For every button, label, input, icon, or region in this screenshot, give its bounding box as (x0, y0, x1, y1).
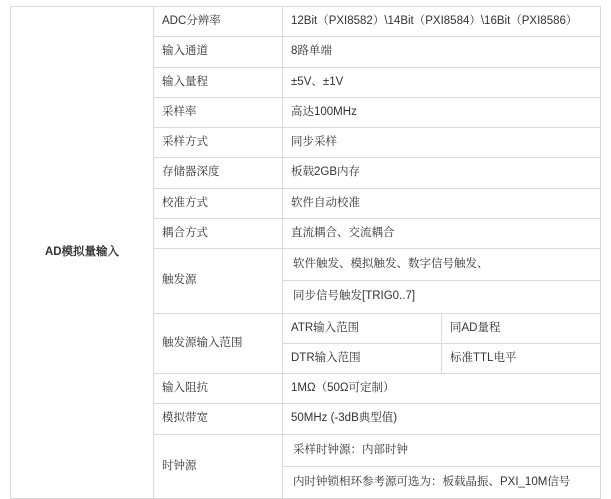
value-calibration-mode: 软件自动校准 (283, 188, 601, 218)
label-dtr-input-range: DTR输入范围 (283, 343, 442, 373)
value-clock-source (283, 434, 601, 499)
value-adc-resolution: 12Bit（PXI8582）\14Bit（PXI8584）\16Bit（PXI8586） (283, 7, 601, 37)
label-analog-bandwidth: 模拟带宽 (154, 404, 283, 434)
ad-analog-input-spec-table (10, 6, 601, 499)
trigger-source-line-2: 同步信号触发[TRIG0..7] (293, 290, 416, 303)
row-header-ad-analog-input: AD模拟量输入 (11, 7, 154, 499)
label-atr-input-range: ATR输入范围 (283, 313, 442, 343)
clock-source-line-2: 内时钟锁相环参考源可选为：板载晶振、PXI_10M信号 (293, 475, 571, 488)
value-sample-rate: 高达100MHz (283, 97, 601, 127)
label-trigger-input-range: 触发源输入范围 (154, 313, 283, 374)
value-dtr-input-range: 标准TTL电平 (442, 343, 601, 373)
trigger-source-line-1: 软件触发、模拟触发、数字信号触发、 (283, 249, 600, 281)
label-clock-source: 时钟源 (154, 434, 283, 499)
table-row (11, 7, 601, 37)
label-memory-depth: 存储器深度 (154, 158, 283, 188)
value-input-impedance: 1MΩ（50Ω可定制） (283, 374, 601, 404)
clock-source-line-1: 采样时钟源：内部时钟 (283, 435, 600, 467)
value-input-channels: 8路单端 (283, 37, 601, 67)
label-input-impedance: 输入阻抗 (154, 374, 283, 404)
label-calibration-mode: 校准方式 (154, 188, 283, 218)
value-memory-depth: 板载2GB内存 (283, 158, 601, 188)
value-coupling-mode: 直流耦合、交流耦合 (283, 218, 601, 248)
value-atr-input-range: 同AD量程 (442, 313, 601, 343)
label-sample-rate: 采样率 (154, 97, 283, 127)
value-input-range: ±5V、±1V (283, 67, 601, 97)
value-sampling-mode: 同步采样 (283, 128, 601, 158)
label-input-range: 输入量程 (154, 67, 283, 97)
label-input-channels: 输入通道 (154, 37, 283, 67)
value-trigger-source (283, 249, 601, 314)
label-adc-resolution: ADC分辨率 (154, 7, 283, 37)
label-trigger-source: 触发源 (154, 249, 283, 314)
spec-table-container (10, 6, 601, 499)
label-sampling-mode: 采样方式 (154, 128, 283, 158)
label-coupling-mode: 耦合方式 (154, 218, 283, 248)
value-analog-bandwidth: 50MHz (-3dB典型值) (283, 404, 601, 434)
